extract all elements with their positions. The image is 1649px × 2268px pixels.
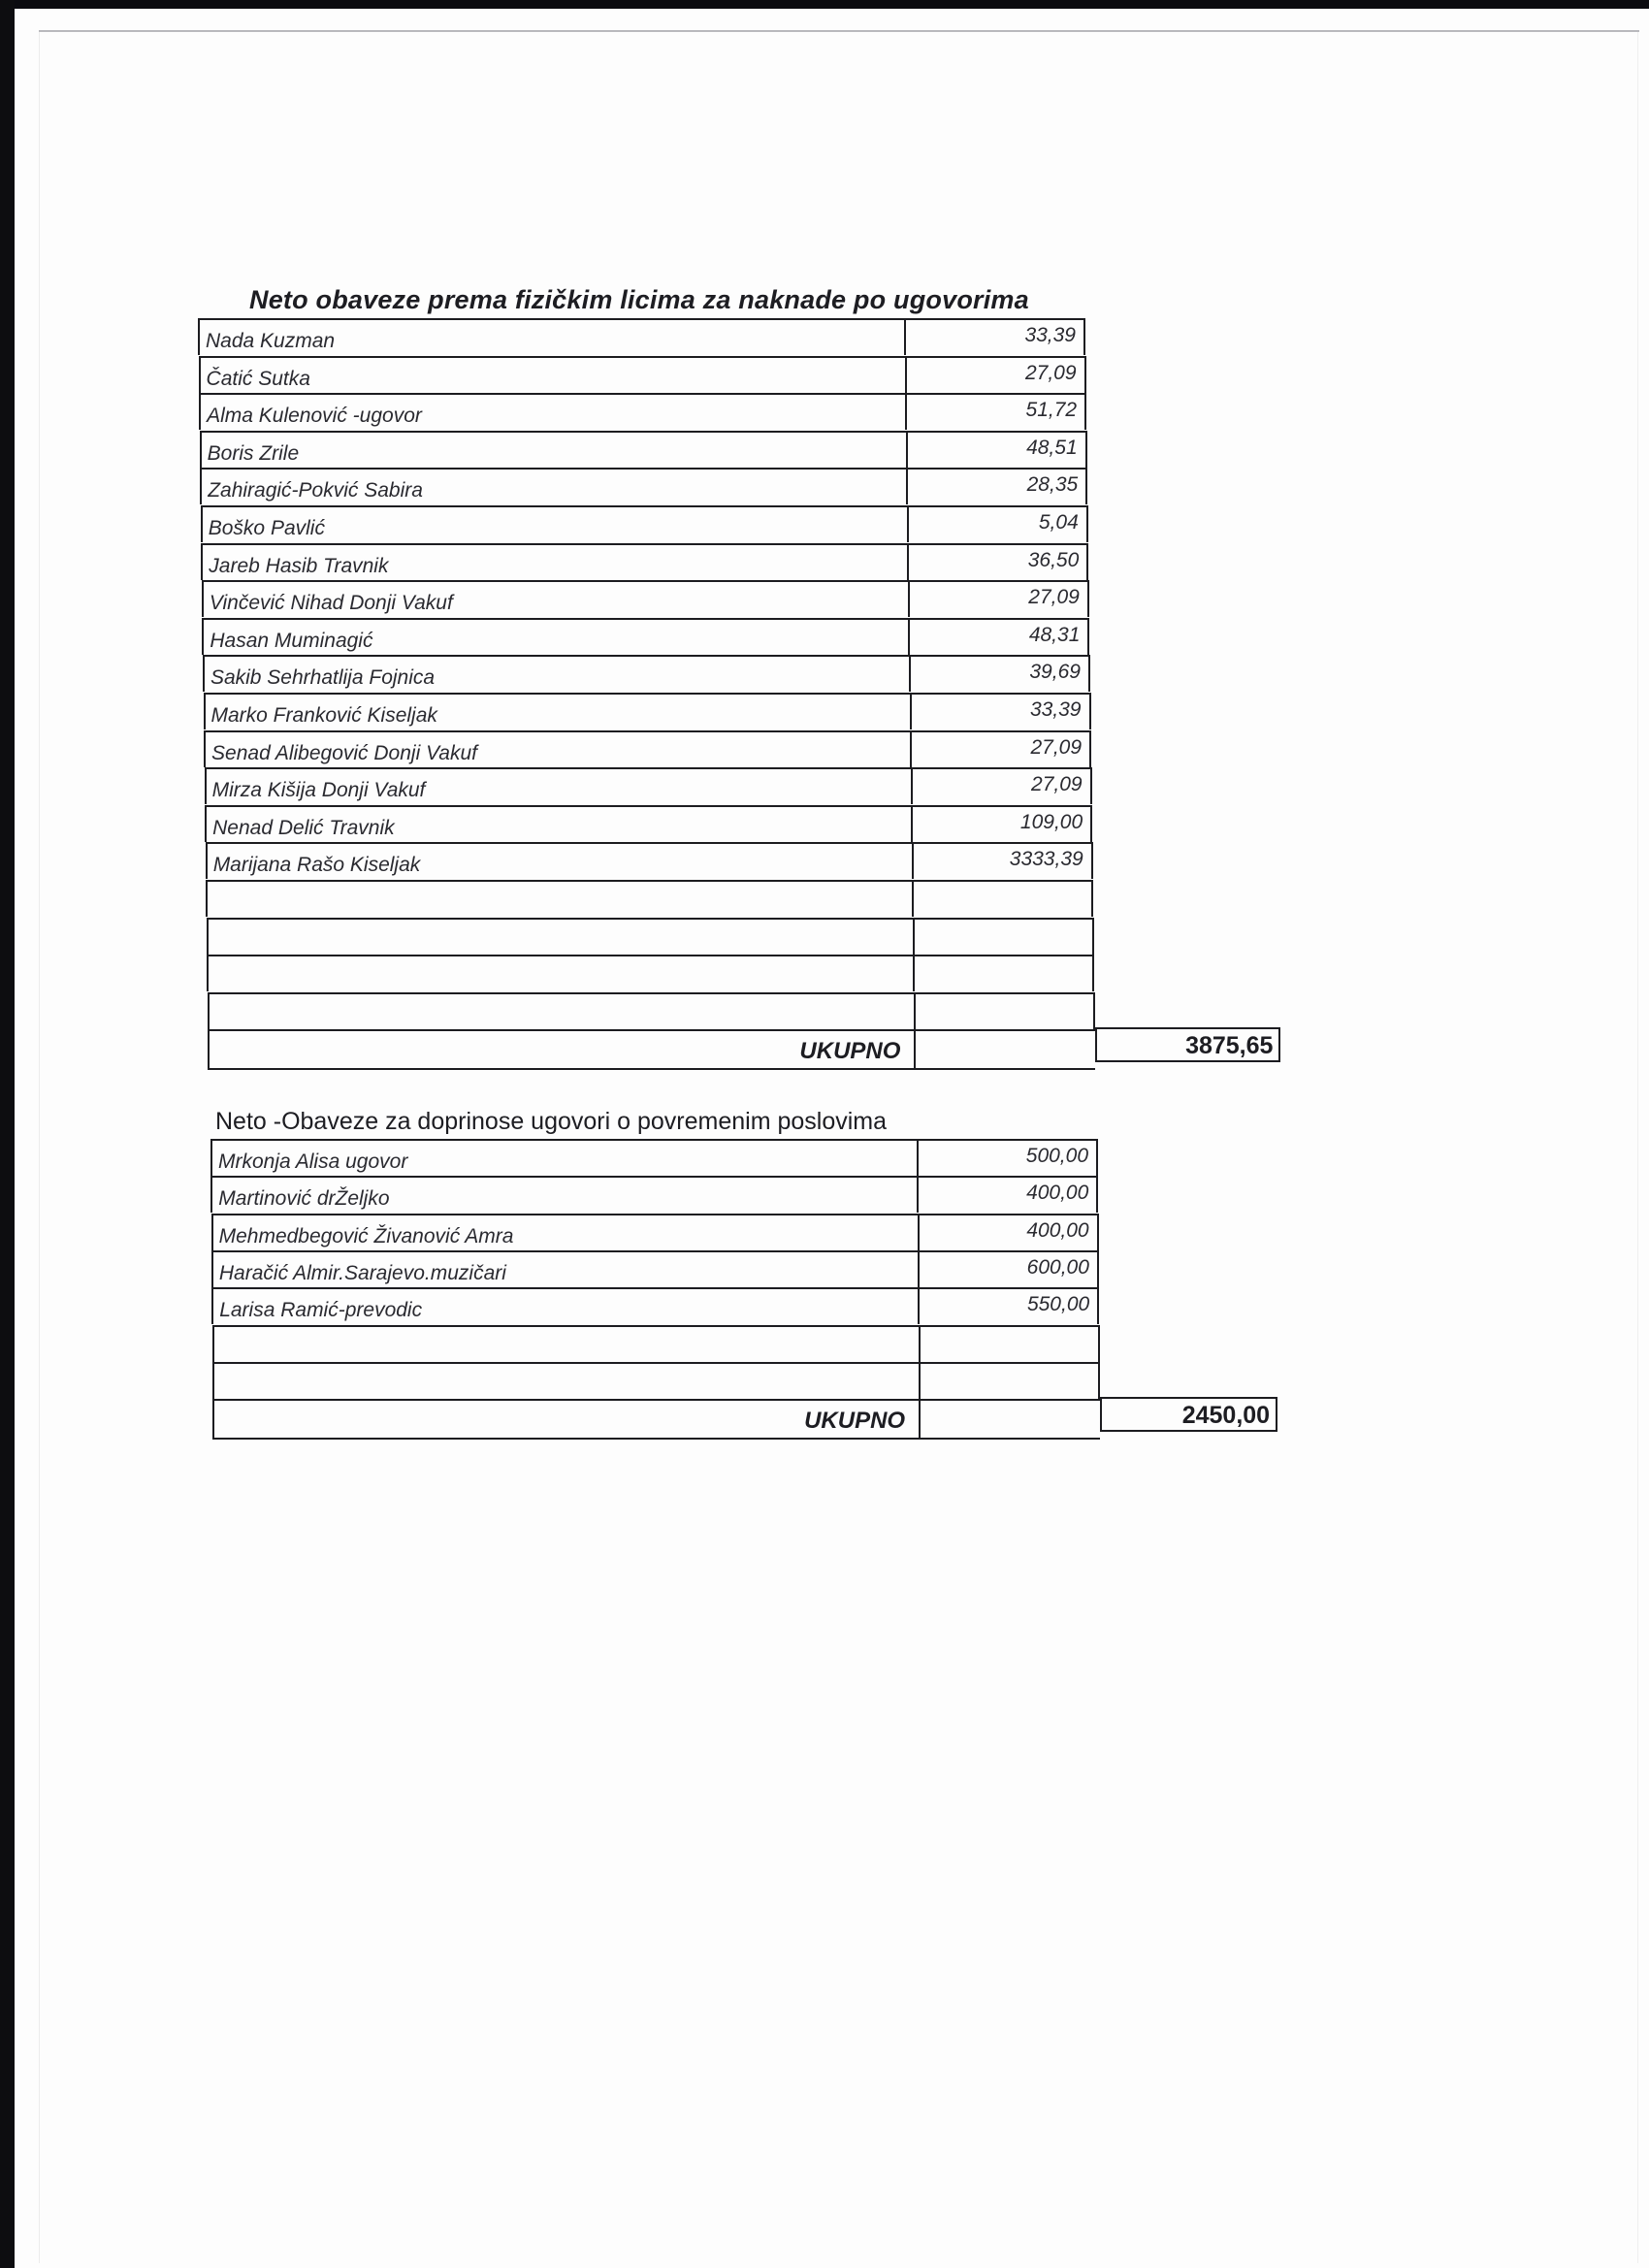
page-edge-line [39, 30, 1639, 32]
name-cell: Marko Franković Kiseljak [204, 693, 910, 729]
table2-title: Neto -Obaveze za doprinose ugovori o povremenim poslovima [215, 1108, 888, 1135]
amount-cell [912, 880, 1093, 917]
name-cell [212, 1325, 919, 1362]
name-cell: Mehmedbegović Živanović Amra [211, 1214, 918, 1250]
name-cell [206, 880, 912, 917]
name-cell: Zahiragić-Pokvić Sabira [200, 468, 906, 504]
name-cell: Larisa Ramić-prevodic [211, 1287, 918, 1324]
name-cell [207, 955, 913, 991]
table1-title: Neto obaveze prema fizičkim licima za naknade po ugovorima [249, 285, 1029, 314]
total-value: 2450,00 [1100, 1397, 1277, 1432]
amount-cell: 51,72 [905, 393, 1086, 430]
amount-cell: 28,35 [906, 468, 1087, 504]
amount-cell: 27,09 [910, 730, 1091, 767]
amount-cell: 33,39 [904, 318, 1085, 355]
page-edge-line-left [39, 32, 40, 2263]
name-cell: Alma Kulenović -ugovor [199, 393, 905, 430]
total-value: 3875,65 [1095, 1027, 1280, 1062]
total-label: UKUPNO [208, 1029, 914, 1070]
amount-cell: 600,00 [918, 1250, 1099, 1287]
page-edge-line-right [1637, 32, 1638, 2263]
name-cell: Martinović drŽeljko [210, 1176, 917, 1213]
amount-cell: 39,69 [909, 655, 1090, 692]
amount-cell: 500,00 [917, 1139, 1098, 1176]
amount-cell: 36,50 [907, 543, 1088, 580]
name-cell: Jareb Hasib Travnik [201, 543, 907, 580]
name-cell [212, 1362, 919, 1399]
amount-cell [914, 992, 1095, 1029]
amount-cell: 109,00 [911, 805, 1092, 842]
amount-cell: 3333,39 [912, 842, 1093, 879]
name-cell: Haračić Almir.Sarajevo.muzičari [211, 1250, 918, 1287]
amount-cell: 48,31 [908, 618, 1089, 655]
name-cell: Senad Alibegović Donji Vakuf [204, 730, 910, 767]
name-cell: Boško Pavlić [201, 505, 907, 542]
scan-edge-left [0, 0, 15, 2268]
amount-cell: 400,00 [918, 1214, 1099, 1250]
name-cell: Mirza Kišija Donji Vakuf [205, 767, 911, 804]
name-cell: Vinčević Nihad Donji Vakuf [202, 580, 908, 617]
name-cell: Boris Zrile [200, 431, 906, 468]
amount-cell: 5,04 [907, 505, 1088, 542]
name-cell: Čatić Sutka [199, 356, 905, 393]
name-cell: Nada Kuzman [198, 318, 904, 355]
amount-cell [919, 1362, 1100, 1399]
name-cell: Marijana Rašo Kiseljak [206, 842, 912, 879]
name-cell: Sakib Sehrhatlija Fojnica [203, 655, 909, 692]
empty-cell [919, 1399, 1100, 1440]
amount-cell [913, 955, 1094, 991]
amount-cell: 27,09 [911, 767, 1092, 804]
amount-cell: 550,00 [918, 1287, 1099, 1324]
name-cell: Nenad Delić Travnik [205, 805, 911, 842]
amount-cell [919, 1325, 1100, 1362]
name-cell [208, 992, 914, 1029]
name-cell: Hasan Muminagić [202, 618, 908, 655]
scan-edge-top [0, 0, 1649, 9]
amount-cell [913, 918, 1094, 955]
total-label: UKUPNO [212, 1399, 919, 1440]
name-cell: Mrkonja Alisa ugovor [210, 1139, 917, 1176]
empty-cell [914, 1029, 1095, 1070]
amount-cell: 27,09 [908, 580, 1089, 617]
name-cell [207, 918, 913, 955]
amount-cell: 48,51 [906, 431, 1087, 468]
amount-cell: 400,00 [917, 1176, 1098, 1213]
amount-cell: 33,39 [910, 693, 1091, 729]
amount-cell: 27,09 [905, 356, 1086, 393]
